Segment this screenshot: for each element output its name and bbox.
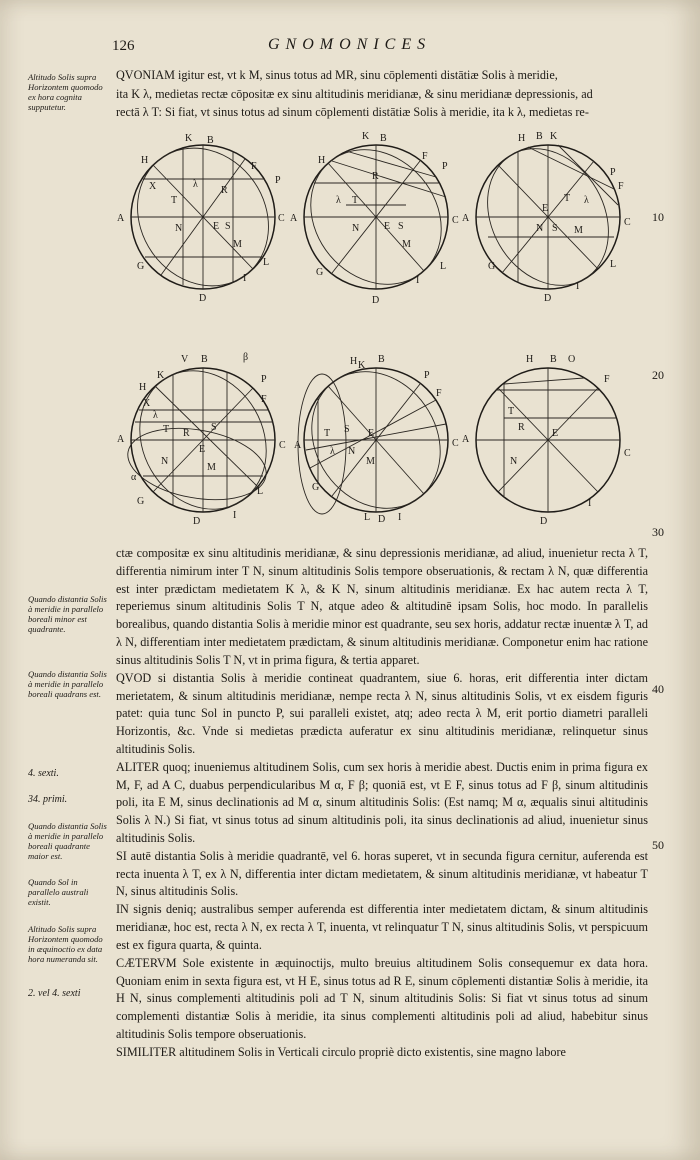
figure-5-label-B: B: [378, 354, 385, 365]
body-paragraph-7: SIMILITER altitudinem Solis in Verticali circulo propriè dicto existentis, sine magno labore: [116, 1044, 566, 1059]
figure-5-label-E: E: [368, 428, 375, 439]
figure-5-label-H: H: [350, 356, 358, 367]
figure-2-label-L: L: [440, 261, 447, 272]
figure-1-label-M: M: [233, 239, 242, 250]
figure-5-label-lambda: λ: [330, 446, 335, 457]
figure-3-label-D: D: [544, 293, 552, 304]
figure-5-label-F: F: [436, 388, 442, 399]
figure-5-label-P: P: [424, 370, 430, 381]
figure-1-label-G: G: [137, 261, 145, 272]
margin-note-3: Quando distantia Solis à meridie in parallelo boreali quadrans est.: [28, 669, 107, 699]
figure-5-label-A: A: [294, 440, 302, 451]
figure-2-label-C: C: [452, 215, 459, 226]
intro-line-1: QVONIAM igitur est, vt k M, sinus totus ad MR, sinu cōplementi distātiæ Solis à meridie,: [116, 68, 558, 82]
figure-6-label-D: D: [540, 516, 548, 527]
figure-4-label-P: P: [261, 374, 267, 385]
intro-line-3: rectā λ T: Si fiat, vt sinus totus ad sinum cōplementi distātiæ Solis à meridie, ita k λ, medietas re-: [116, 105, 589, 120]
figure-2-label-P: P: [442, 161, 448, 172]
figure-4-label-B: B: [201, 354, 208, 365]
figure-1-label-K: K: [185, 133, 193, 144]
figure-2-label-T: T: [352, 195, 359, 206]
figure-5-label-K: K: [358, 360, 366, 371]
margin-note-1: Altitudo Solis supra Horizontem quomodo ex hora cognita supputetur.: [28, 72, 103, 112]
figure-3-label-P: P: [610, 167, 616, 178]
margin-note-5: 34. primi.: [28, 794, 68, 805]
body-paragraph-3: ALITER quoq; inueniemus altitudinem Solis, cum sex horis à meridie abest. Ductis enim in prima figura ex M, F, ad A C, duabus perpendicularibus M α, F β; quoniā est, vt E F, sinus totus ad F β, sinum altitudinis poli, ita E M, sinus declinationis ad M α, sinum altitudinis Solis: (Est namq; M α, æqualis sinui altitudinis Solis λ N.) Si fiat, vt sinus totus ad sinum altitudinis poli, ita sinus declinationis ad aliud, inuenietur sinus altitudinis Solis.: [116, 759, 648, 845]
figure-6-label-B: B: [550, 354, 557, 365]
figure-2-label-H: H: [318, 155, 326, 166]
figure-5: [286, 347, 467, 532]
figure-4-label-C: C: [279, 440, 286, 451]
figure-1-label-S: S: [225, 221, 231, 232]
line-number-30: 30: [652, 525, 664, 539]
figure-2-label-K: K: [362, 131, 370, 142]
figure-4-label-H: H: [139, 382, 147, 393]
figure-1-label-N: N: [175, 223, 183, 234]
body-paragraph-2: QVOD si distantia Solis à meridie contineat quadrantem, siue 6. horas, erit differentia inter dictam merietatem, & sinum altitudinis meridianæ, nempe recta λ N, sinus altitudinis Solis, vt ex eisdem figuris patet: quia tunc Sol in puncto P, sui paralleli existet, atq; adeo recta λ M, erit portio diametri paralleli Horizontis, &c. Vnde si medietas prædicta auferatur ex sinu altitudinis meridianæ, relinquetur sinus altitudinis Solis.: [116, 670, 648, 756]
figure-2-label-N: N: [352, 223, 360, 234]
figure-4-label-E: E: [199, 444, 206, 455]
figure-3-label-B: B: [536, 131, 543, 142]
figure-1-label-D: D: [199, 293, 207, 304]
figure-4-label-V: V: [181, 354, 189, 365]
figure-1-label-B: B: [207, 135, 214, 146]
figure-4-label-G: G: [137, 496, 145, 507]
body-paragraph-4: SI autē distantia Solis à meridie quadrantē, vel 6. horas superet, vt in secunda figura cernitur, auferenda est recta inuenta λ T, ex λ N, differentia inter dictam medietatem, & sinum altitudinis meridianæ, vt habeatur T N, sinus altitudinis Solis.: [116, 848, 648, 899]
figure-3-label-C: C: [624, 217, 631, 228]
figure-3-label-L: L: [610, 259, 617, 270]
figure-1-label-P: P: [275, 175, 281, 186]
figure-3-label-G: G: [488, 261, 496, 272]
figure-4-label-beta: β: [243, 352, 249, 363]
figure-5-label-D: D: [378, 514, 386, 525]
figure-1-label-A: A: [117, 213, 125, 224]
figure-2-label-B: B: [380, 133, 387, 144]
intro-paragraph: [116, 66, 648, 122]
figure-6-label-A: A: [462, 434, 470, 445]
line-number-20: 20: [652, 368, 664, 382]
figure-2-label-M: M: [402, 239, 411, 250]
figure-3-label-S: S: [552, 223, 558, 234]
figure-3-label-M: M: [574, 225, 583, 236]
figure-6-label-O: O: [568, 354, 576, 365]
figure-1-label-lambda: λ: [193, 179, 198, 190]
figure-3-label-F: F: [618, 181, 624, 192]
figure-2-label-lambda: λ: [336, 195, 341, 206]
margin-note-9: 2. vel 4. sexti: [28, 988, 81, 999]
figure-2-label-E: E: [384, 221, 391, 232]
line-number-50: 50: [652, 838, 664, 852]
margin-note-2: Quando distantia Solis à meridie in parallelo boreali minor est quadrante.: [28, 594, 107, 634]
margin-note-8: Altitudo Solis supra Horizontem quomodo in æquinoctio ex data hora numeranda sit.: [28, 924, 103, 964]
figure-1-label-I: I: [243, 273, 247, 284]
figure-5-label-M: M: [366, 456, 375, 467]
figure-2-label-F: F: [422, 151, 428, 162]
figure-6: [462, 354, 631, 527]
body-paragraph-6: CÆTERVM Sole existente in æquinoctijs, multo breuius altitudinem Solis consequemur ex data hora. Quoniam enim in sexta figura est, vt H E, sinus totus ad R E, sinum cōplementi distantiæ Solis à meridie, ita H N, sinus complementi altitudinis poli ad T N, sinum altitudinis Solis: Si fiat vt sinus totus ad sinum complementi distantiæ Solis à meridie, ita sinus complementi altitudinis poli ad aliud, habebitur sinus altitudinis Solis tempore obseruationis.: [116, 955, 648, 1041]
figure-3-label-H: H: [518, 133, 526, 144]
figure-4-label-N: N: [161, 456, 169, 467]
figure-1-label-C: C: [278, 213, 285, 224]
page-number: 126: [112, 38, 135, 54]
figure-6-label-T: T: [508, 406, 515, 417]
figure-1-label-T: T: [171, 195, 178, 206]
figure-1-label-F: F: [251, 161, 257, 172]
figure-3-label-I: I: [576, 281, 580, 292]
figure-6-label-I: I: [588, 498, 592, 509]
line-number-10: 10: [652, 210, 664, 224]
figure-3-label-A: A: [462, 213, 470, 224]
figure-3-label-T: T: [564, 193, 571, 204]
figure-2-label-D: D: [372, 295, 380, 306]
figure-6-label-H: H: [526, 354, 534, 365]
figure-5-label-S: S: [344, 424, 350, 435]
body-paragraph-5: IN signis deniq; australibus semper auferenda est differentia inter medietatem dictam, & sinum altitudinis meridianæ, hoc est, recta λ N, ex recta λ T, inuenta, vt relinquatur T N, sinus altitudinis Solis, vt perspicuum est ex figura quarta, & quinta.: [116, 902, 648, 952]
figure-6-label-N: N: [510, 456, 518, 467]
figure-4-label-R: R: [183, 428, 190, 439]
figure-3-label-N: N: [536, 223, 544, 234]
figure-5-label-G: G: [312, 482, 320, 493]
figure-1-label-L: L: [263, 257, 270, 268]
figure-4-label-D: D: [193, 516, 201, 527]
figure-4-label-L: L: [257, 486, 264, 497]
figure-4-label-M: M: [207, 462, 216, 473]
figure-6-label-F: F: [604, 374, 610, 385]
figure-6-label-R: R: [518, 422, 525, 433]
figure-5-label-C: C: [452, 438, 459, 449]
body-paragraph-1: ctæ compositæ ex sinu altitudinis meridianæ, & sinu depressionis meridianæ, ad aliud, inuenietur recta λ T, differentia nimirum inter T N, sinum altitudinis Solis tempore obseruationis, & rectam λ N, quæ differentia est inter prædictam medietatem K λ, & K N, sinum altitudinis meridianæ. Ex hac autem recta λ T, reperiemus sinum altitudinis Solis T N, atque adeo & altitudinē ipsam Solis, hoc modo. In parallelis borealibus, quando distantia Solis à meridie minor est quadrante, seu sex horis, addatur rectæ inuentæ λ T, ad λ N, differentiam inter medietatem prædictam, & sinum altitudinis meridianæ. Componetur enim hac ratione sinus altitudinis Solis T N, vt in prima figura, & tertia apparet.: [116, 546, 648, 667]
figure-4-label-S: S: [211, 422, 217, 433]
running-title: GNOMONICES: [268, 36, 432, 53]
figure-4-label-K: K: [157, 370, 165, 381]
figure-2-label-S: S: [398, 221, 404, 232]
figure-2: [284, 123, 468, 310]
figure-3-label-lambda: λ: [584, 195, 589, 206]
line-number-40: 40: [652, 682, 664, 696]
figure-5-label-N: N: [348, 446, 356, 457]
figure-4-label-lambda: λ: [153, 410, 158, 421]
figure-2-label-A: A: [290, 213, 298, 224]
figure-4-label-X: X: [143, 398, 151, 409]
figure-1-label-E: E: [213, 221, 220, 232]
figure-5-label-T: T: [324, 428, 331, 439]
figure-3-label-K: K: [550, 131, 558, 142]
figure-6-label-C: C: [624, 448, 631, 459]
figure-1-label-X: X: [149, 181, 157, 192]
body-text: [116, 545, 648, 1062]
figure-5-label-I: I: [398, 512, 402, 523]
intro-line-2: ita K λ, medietas rectæ cōpositæ ex sinu altitudinis meridianæ, & sinu meridianæ depressionis, ad: [116, 86, 593, 101]
geometric-figures: [108, 122, 648, 532]
margin-note-4: 4. sexti.: [28, 768, 59, 779]
figure-3-label-E: E: [542, 203, 549, 214]
figure-1-label-H: H: [141, 155, 149, 166]
figure-2-label-I: I: [416, 275, 420, 286]
figure-4-label-alpha: α: [131, 472, 137, 483]
figure-1: [111, 122, 295, 311]
figure-4: [115, 348, 291, 532]
figure-3: [462, 127, 632, 308]
figure-2-label-R: R: [372, 171, 379, 182]
figure-6-label-E: E: [552, 428, 559, 439]
figure-2-label-G: G: [316, 267, 324, 278]
margin-note-6: Quando distantia Solis à meridie in parallelo boreali quadrante maior est.: [28, 821, 107, 861]
margin-note-7: Quando Sol in parallelo australi existit.: [28, 877, 89, 907]
figure-5-label-L: L: [364, 512, 371, 523]
figure-4-label-T: T: [163, 424, 170, 435]
figure-4-label-A: A: [117, 434, 125, 445]
figure-4-label-I: I: [233, 510, 237, 521]
figure-1-label-R: R: [221, 185, 228, 196]
figure-4-label-F: F: [261, 394, 267, 405]
